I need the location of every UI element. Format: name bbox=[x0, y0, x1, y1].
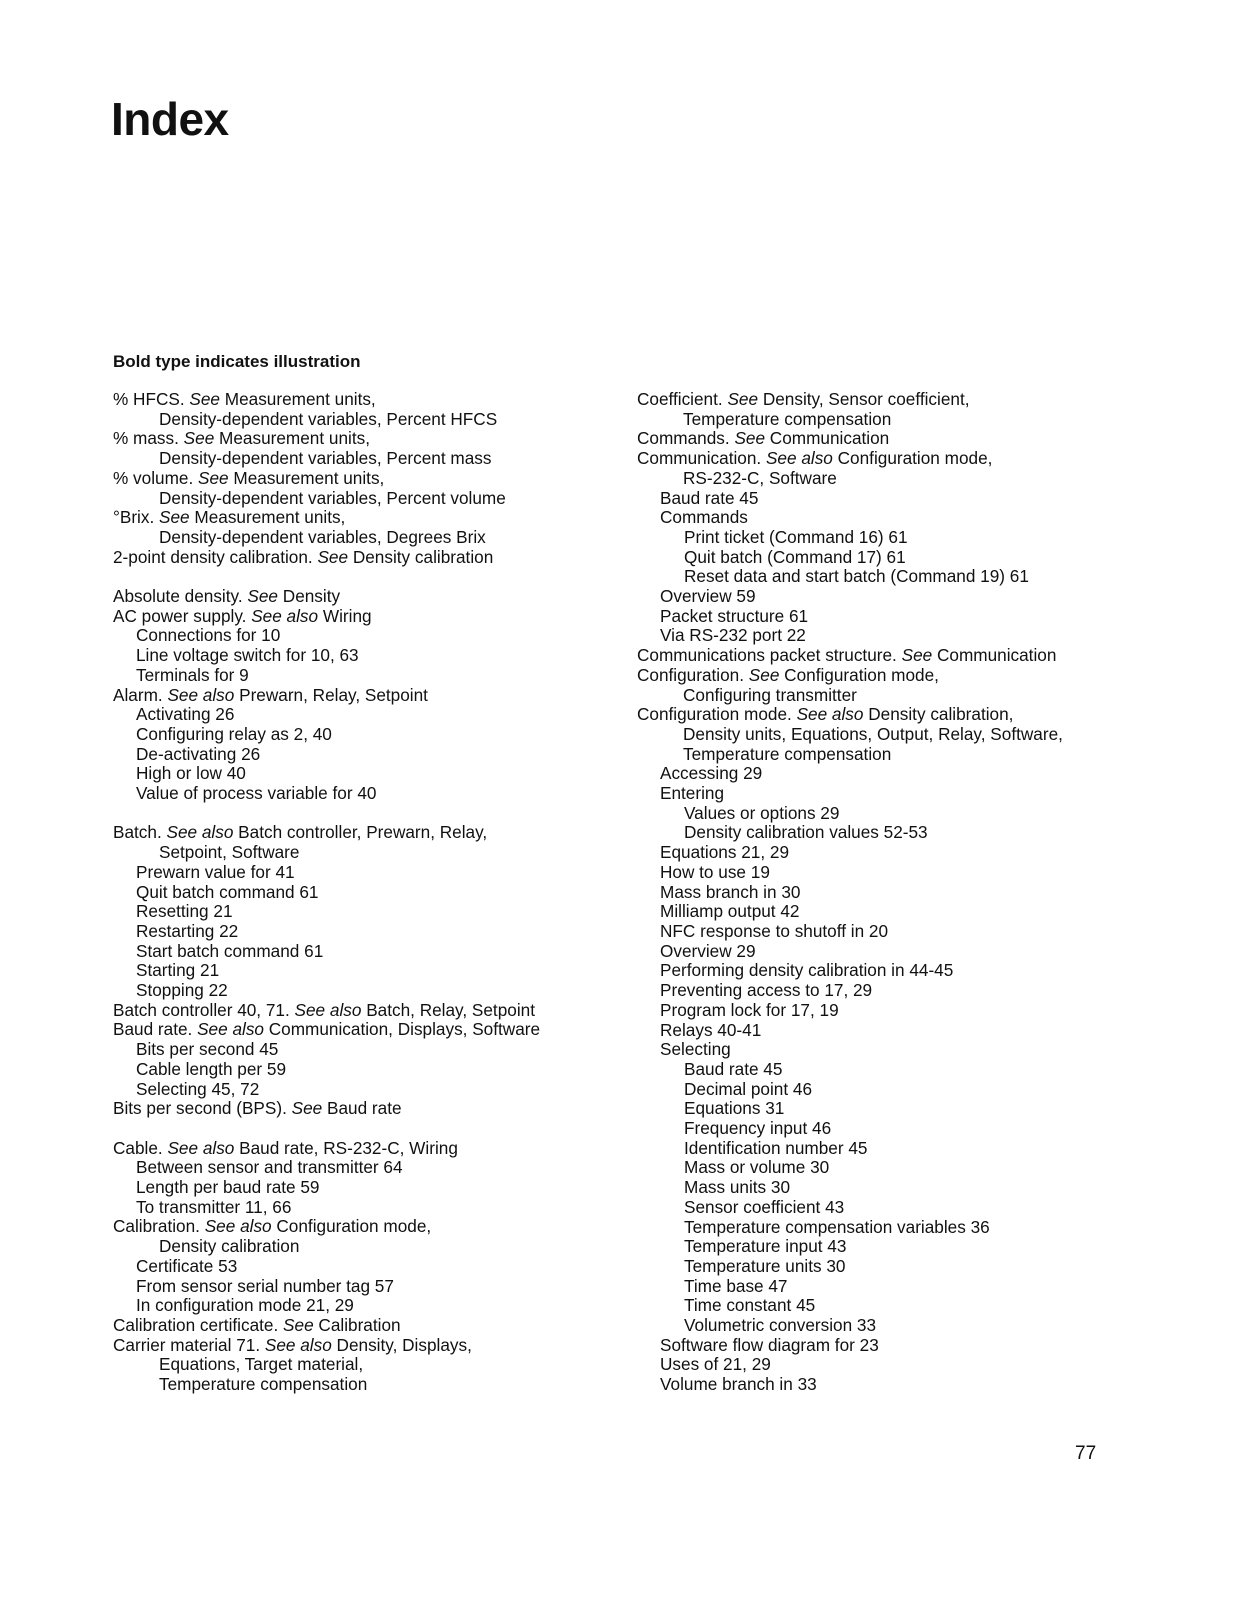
entry-text: % HFCS. bbox=[113, 389, 190, 409]
entry-text: Line voltage switch for 10, 63 bbox=[136, 645, 359, 666]
see-reference: See bbox=[748, 664, 780, 685]
entry-text: In configuration mode 21, 29 bbox=[136, 1295, 354, 1316]
cross-reference-target: Prewarn, Relay, Setpoint bbox=[234, 684, 428, 705]
index-entry bbox=[113, 1020, 613, 1040]
entry-continuation: RS-232-C, Software bbox=[683, 467, 837, 488]
entry-text: Mass branch in 30 bbox=[660, 881, 801, 902]
entry-text: Communication. bbox=[637, 448, 766, 469]
index-subentry bbox=[637, 1218, 1157, 1238]
index-entry bbox=[637, 449, 1157, 488]
index-subentry bbox=[637, 1119, 1157, 1139]
index-subentry bbox=[113, 1060, 613, 1080]
entry-text: Cable length per 59 bbox=[136, 1058, 287, 1079]
entry-text: 2-point density calibration. bbox=[113, 546, 318, 567]
index-subentry bbox=[637, 1139, 1157, 1159]
entry-text: Accessing 29 bbox=[660, 763, 763, 784]
index-subentry bbox=[637, 1001, 1157, 1021]
entry-text: Equations 31 bbox=[684, 1098, 785, 1119]
entry-text: Activating 26 bbox=[136, 704, 235, 725]
entry-text: Performing density calibration in 44-45 bbox=[660, 960, 954, 981]
entry-text: Prewarn value for 41 bbox=[136, 861, 295, 882]
entry-text: Configuration mode. bbox=[637, 704, 797, 725]
entry-text: Overview 29 bbox=[660, 940, 756, 961]
entry-text: Certificate 53 bbox=[136, 1255, 238, 1276]
entry-text: Commands. bbox=[637, 428, 735, 449]
index-subentry bbox=[637, 1021, 1157, 1041]
index-subentry bbox=[637, 863, 1157, 883]
index-subentry bbox=[637, 961, 1157, 981]
entry-text: Via RS-232 port 22 bbox=[660, 625, 806, 646]
index-subentry bbox=[637, 843, 1157, 863]
index-subentry bbox=[113, 1040, 613, 1060]
entry-text: Quit batch (Command 17) 61 bbox=[684, 546, 906, 567]
cross-reference-target: Measurement units, bbox=[189, 507, 346, 528]
entry-continuation: Equations, Target material, bbox=[159, 1354, 364, 1375]
index-subentry bbox=[113, 725, 613, 745]
entry-text: Program lock for 17, 19 bbox=[660, 999, 839, 1020]
entry-text: Density calibration values 52-53 bbox=[684, 822, 928, 843]
entry-text: Start batch command 61 bbox=[136, 940, 324, 961]
index-subentry bbox=[637, 1375, 1157, 1395]
index-entry bbox=[113, 1001, 613, 1021]
index-entry bbox=[113, 587, 613, 607]
index-subentry bbox=[637, 922, 1157, 942]
cross-reference-target: Measurement units, bbox=[220, 389, 376, 409]
entry-text: Time constant 45 bbox=[684, 1295, 816, 1316]
entry-text: Calibration. bbox=[113, 1216, 205, 1237]
index-subentry bbox=[113, 1158, 613, 1178]
index-subentry bbox=[113, 961, 613, 981]
index-subentry bbox=[637, 764, 1157, 784]
page-number: 77 bbox=[1075, 1443, 1097, 1464]
index-subentry bbox=[637, 1277, 1157, 1297]
entry-text: Batch controller 40, 71. bbox=[113, 999, 295, 1020]
see-reference: See bbox=[159, 507, 190, 528]
index-subentry bbox=[113, 705, 613, 725]
entry-text: Baud rate 45 bbox=[684, 1058, 783, 1079]
index-subentry bbox=[637, 587, 1157, 607]
entry-text: High or low 40 bbox=[136, 763, 246, 784]
cross-reference-target: Calibration bbox=[313, 1315, 401, 1335]
index-subentry bbox=[637, 1355, 1157, 1375]
entry-text: AC power supply. bbox=[113, 605, 252, 626]
entry-text: From sensor serial number tag 57 bbox=[136, 1275, 394, 1296]
entry-text: Communications packet structure. bbox=[637, 645, 902, 666]
cross-reference-target: Configuration mode, bbox=[832, 448, 993, 469]
see-reference: See bbox=[901, 645, 933, 666]
entry-text: Terminals for 9 bbox=[136, 664, 249, 685]
entry-continuation: Density calibration bbox=[159, 1236, 300, 1257]
entry-continuation: Density-dependent variables, Percent HFCS bbox=[159, 408, 498, 429]
see-reference: See bbox=[198, 467, 229, 488]
index-entry bbox=[113, 508, 613, 547]
index-subentry bbox=[637, 1060, 1157, 1080]
see-reference: See bbox=[291, 1098, 323, 1119]
index-subentry bbox=[637, 626, 1157, 646]
entry-text: Identification number 45 bbox=[684, 1137, 868, 1158]
index-subentry bbox=[637, 1178, 1157, 1198]
index-subentry bbox=[113, 942, 613, 962]
index-subentry bbox=[113, 1257, 613, 1277]
index-subentry bbox=[637, 1198, 1157, 1218]
entry-text: Time base 47 bbox=[684, 1275, 788, 1296]
index-subentry bbox=[113, 666, 613, 686]
index-subentry bbox=[637, 508, 1157, 528]
entry-text: Restarting 22 bbox=[136, 920, 239, 941]
index-group-gap bbox=[113, 804, 613, 824]
see-reference: See also bbox=[197, 1019, 264, 1040]
entry-text: Quit batch command 61 bbox=[136, 881, 319, 902]
cross-reference-target: Communication bbox=[932, 645, 1057, 666]
entry-text: Values or options 29 bbox=[684, 802, 840, 823]
cross-reference-target: Baud rate, RS-232-C, Wiring bbox=[234, 1137, 458, 1158]
index-subentry bbox=[637, 1099, 1157, 1119]
entry-text: Frequency input 46 bbox=[684, 1118, 832, 1139]
index-subentry bbox=[113, 883, 613, 903]
index-entry bbox=[113, 1217, 613, 1256]
index-subentry bbox=[113, 922, 613, 942]
index-subentry bbox=[113, 626, 613, 646]
entry-text: Software flow diagram for 23 bbox=[660, 1334, 879, 1355]
entry-text: Temperature input 43 bbox=[684, 1236, 847, 1257]
entry-continuation: Density-dependent variables, Percent mass bbox=[159, 448, 492, 469]
entry-text: Coefficient. bbox=[637, 389, 728, 409]
entry-continuation: Temperature compensation bbox=[159, 1374, 368, 1395]
entry-text: Carrier material 71. bbox=[113, 1334, 265, 1355]
page-title: Index bbox=[111, 93, 229, 145]
index-subentry bbox=[637, 1257, 1157, 1277]
entry-text: Commands bbox=[660, 507, 748, 528]
entry-text: Baud rate. bbox=[113, 1019, 198, 1040]
cross-reference-target: Batch controller, Prewarn, Relay, bbox=[233, 822, 488, 843]
see-reference: See bbox=[189, 389, 220, 409]
entry-text: Alarm. bbox=[113, 684, 168, 705]
entry-text: Overview 59 bbox=[660, 586, 756, 607]
index-subentry bbox=[113, 981, 613, 1001]
entry-text: Cable. bbox=[113, 1137, 168, 1158]
index-subentry bbox=[637, 981, 1157, 1001]
see-reference: See also bbox=[264, 1334, 332, 1355]
entry-text: Packet structure 61 bbox=[660, 605, 809, 626]
index-subentry bbox=[637, 1316, 1157, 1336]
entry-text: °Brix. bbox=[113, 507, 160, 528]
entry-text: Uses of 21, 29 bbox=[660, 1354, 771, 1375]
see-reference: See bbox=[283, 1315, 314, 1335]
index-subentry bbox=[637, 1158, 1157, 1178]
entry-text: % mass. bbox=[113, 428, 184, 449]
entry-text: NFC response to shutoff in 20 bbox=[660, 920, 889, 941]
index-entry bbox=[113, 686, 613, 706]
entry-text: Bits per second 45 bbox=[136, 1039, 279, 1060]
index-subentry bbox=[113, 784, 613, 804]
see-reference: See bbox=[183, 428, 215, 449]
index-subentry bbox=[637, 883, 1157, 903]
index-subentry bbox=[113, 863, 613, 883]
entry-text: De-activating 26 bbox=[136, 743, 261, 764]
index-subentry bbox=[113, 1277, 613, 1297]
index-subentry bbox=[113, 1198, 613, 1218]
index-subentry bbox=[113, 745, 613, 765]
see-reference: See bbox=[317, 546, 349, 567]
index-subentry bbox=[637, 1336, 1157, 1356]
index-subentry bbox=[113, 1080, 613, 1100]
index-subentry bbox=[637, 567, 1157, 587]
entry-text: Relays 40-41 bbox=[660, 1019, 762, 1040]
cross-reference-target: Density, Sensor coefficient, bbox=[758, 389, 970, 409]
index-column-left bbox=[113, 390, 613, 1395]
index-subentry bbox=[637, 1040, 1157, 1060]
entry-text: Reset data and start batch (Command 19) 61 bbox=[684, 566, 1029, 587]
see-reference: See also bbox=[294, 999, 362, 1020]
entry-continuation: Density units, Equations, Output, Relay, Software, bbox=[683, 723, 1063, 744]
entry-continuation: Temperature compensation bbox=[683, 408, 892, 429]
entry-text: Volume branch in 33 bbox=[660, 1374, 817, 1395]
entry-text: Entering bbox=[660, 783, 725, 804]
cross-reference-target: Communication bbox=[765, 428, 890, 449]
entry-text: Milliamp output 42 bbox=[660, 901, 800, 922]
index-entry bbox=[113, 390, 613, 429]
index-subentry bbox=[637, 1080, 1157, 1100]
index-entry bbox=[113, 607, 613, 627]
see-reference: See also bbox=[166, 822, 234, 843]
cross-reference-target: Measurement units, bbox=[214, 428, 370, 449]
index-column-right bbox=[637, 390, 1157, 1395]
entry-text: Connections for 10 bbox=[136, 625, 281, 646]
entry-text: Length per baud rate 59 bbox=[136, 1177, 320, 1198]
index-subentry bbox=[637, 902, 1157, 922]
see-reference: See bbox=[247, 586, 278, 607]
index-entry bbox=[113, 1139, 613, 1159]
index-entry bbox=[637, 646, 1157, 666]
cross-reference-target: Density bbox=[278, 586, 341, 607]
index-entry bbox=[637, 705, 1157, 764]
entry-text: Equations 21, 29 bbox=[660, 842, 790, 863]
index-group-gap bbox=[113, 1119, 613, 1139]
index-subentry bbox=[113, 1296, 613, 1316]
index-subentry bbox=[113, 646, 613, 666]
index-subentry bbox=[637, 942, 1157, 962]
entry-text: Resetting 21 bbox=[136, 901, 233, 922]
entry-text: Starting 21 bbox=[136, 960, 220, 981]
cross-reference-target: Communication, Displays, Software bbox=[263, 1019, 541, 1040]
index-subentry bbox=[637, 528, 1157, 548]
index-subentry bbox=[113, 764, 613, 784]
index-subentry bbox=[113, 1178, 613, 1198]
entry-text: Stopping 22 bbox=[136, 980, 228, 1001]
see-reference: See bbox=[734, 428, 766, 449]
entry-text: Mass or volume 30 bbox=[684, 1157, 830, 1178]
see-reference: See also bbox=[167, 1137, 235, 1158]
index-subentry bbox=[637, 607, 1157, 627]
index-entry bbox=[637, 390, 1157, 429]
index-entry bbox=[113, 823, 613, 862]
entry-text: Temperature compensation variables 36 bbox=[684, 1216, 990, 1237]
cross-reference-target: Wiring bbox=[318, 605, 372, 626]
entry-text: Mass units 30 bbox=[684, 1177, 791, 1198]
entry-text: Temperature units 30 bbox=[684, 1255, 846, 1276]
index-subentry bbox=[637, 548, 1157, 568]
see-reference: See also bbox=[167, 684, 235, 705]
index-subentry bbox=[637, 784, 1157, 804]
entry-text: Configuration. bbox=[637, 664, 749, 685]
index-entry bbox=[113, 1099, 613, 1119]
index-entry bbox=[113, 469, 613, 508]
cross-reference-target: Density, Displays, bbox=[331, 1334, 472, 1355]
index-entry bbox=[113, 1316, 613, 1336]
index-entry bbox=[637, 429, 1157, 449]
index-subentry bbox=[113, 902, 613, 922]
entry-continuation: Density-dependent variables, Percent volume bbox=[159, 487, 506, 508]
entry-text: Print ticket (Command 16) 61 bbox=[684, 526, 908, 547]
entry-text: Decimal point 46 bbox=[684, 1078, 813, 1099]
cross-reference-target: Configuration mode, bbox=[271, 1216, 432, 1237]
index-entry bbox=[113, 548, 613, 568]
entry-text: Calibration certificate. bbox=[113, 1315, 284, 1335]
cross-reference-target: Density calibration, bbox=[863, 704, 1014, 725]
entry-text: Volumetric conversion 33 bbox=[684, 1315, 877, 1336]
illustration-legend: Bold type indicates illustration bbox=[113, 352, 361, 371]
entry-text: Selecting bbox=[660, 1039, 731, 1060]
entry-text: Bits per second (BPS). bbox=[113, 1098, 292, 1119]
entry-text: To transmitter 11, 66 bbox=[136, 1196, 292, 1217]
see-reference: See also bbox=[251, 605, 319, 626]
index-subentry bbox=[637, 1296, 1157, 1316]
index-group-gap bbox=[113, 567, 613, 587]
see-reference: See also bbox=[204, 1216, 272, 1237]
entry-continuation: Temperature compensation bbox=[683, 743, 892, 764]
index-entry bbox=[113, 1336, 613, 1395]
entry-text: Absolute density. bbox=[113, 586, 248, 607]
entry-text: Batch. bbox=[113, 822, 167, 843]
index-subentry bbox=[637, 823, 1157, 843]
index-entry bbox=[113, 429, 613, 468]
entry-text: Selecting 45, 72 bbox=[136, 1078, 260, 1099]
entry-text: Baud rate 45 bbox=[660, 487, 759, 508]
cross-reference-target: Baud rate bbox=[322, 1098, 402, 1119]
index-entry bbox=[637, 666, 1157, 705]
entry-continuation: Configuring transmitter bbox=[683, 684, 857, 705]
cross-reference-target: Density calibration bbox=[348, 546, 494, 567]
entry-text: Between sensor and transmitter 64 bbox=[136, 1157, 403, 1178]
cross-reference-target: Measurement units, bbox=[228, 467, 385, 488]
entry-text: % volume. bbox=[113, 467, 199, 488]
see-reference: See bbox=[727, 389, 759, 409]
entry-text: Sensor coefficient 43 bbox=[684, 1196, 845, 1217]
entry-text: Preventing access to 17, 29 bbox=[660, 980, 873, 1001]
index-subentry bbox=[637, 1237, 1157, 1257]
see-reference: See also bbox=[765, 448, 833, 469]
index-subentry bbox=[637, 489, 1157, 509]
see-reference: See also bbox=[796, 704, 864, 725]
index-subentry bbox=[637, 804, 1157, 824]
cross-reference-target: Configuration mode, bbox=[779, 664, 939, 685]
entry-text: How to use 19 bbox=[660, 861, 770, 882]
entry-continuation: Density-dependent variables, Degrees Brix bbox=[159, 526, 486, 547]
entry-continuation: Setpoint, Software bbox=[159, 842, 300, 863]
entry-text: Value of process variable for 40 bbox=[136, 783, 377, 804]
cross-reference-target: Batch, Relay, Setpoint bbox=[361, 999, 535, 1020]
entry-text: Configuring relay as 2, 40 bbox=[136, 723, 332, 744]
